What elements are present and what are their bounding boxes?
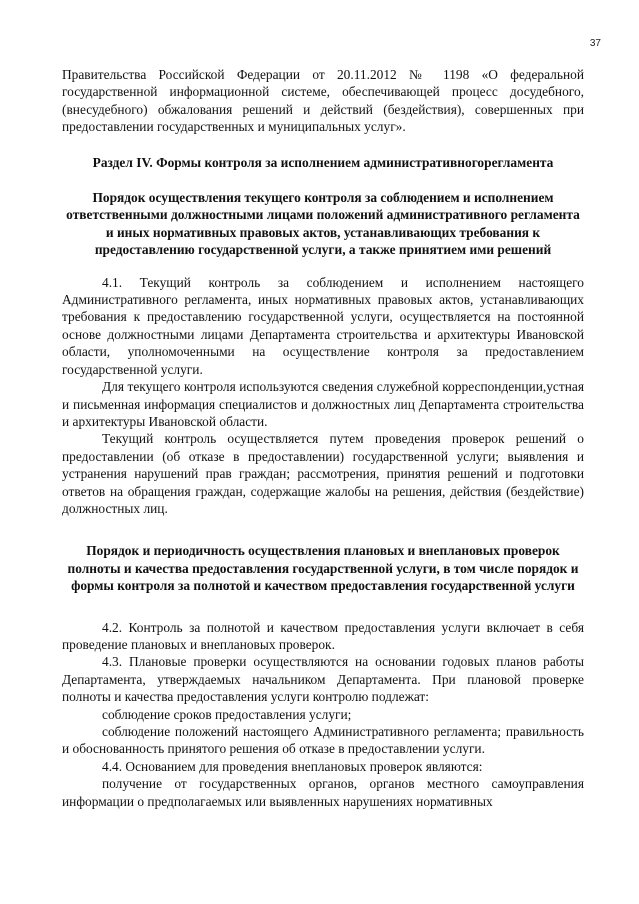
paragraph-provisions: соблюдение положений настоящего Административного регламента; правильность и обоснованность принятого решения об отказе в предоставлении услуги. — [62, 724, 584, 757]
document-body — [62, 66, 584, 810]
paragraph-4-4: 4.4. Основанием для проведения внеплановых проверок являются: — [102, 758, 483, 774]
paragraph-4-2: 4.2. Контроль за полнотой и качеством предоставления услуги включает в себя проведение плановых и внеплановых проверок. — [62, 619, 584, 652]
intro-paragraph: Правительства Российской Федерации от 20.11.2012 № 1198 «О федеральной государственной информационной системе, обеспечивающей процесс досудебного, (внесудебного) обжалования решений и действий (бездействия), совершенных при предоставлении государственных и муниципальных услуг». — [62, 67, 584, 135]
paragraph-4-1: 4.1. Текущий контроль за соблюдением и исполнением настоящего Административного регламента, иных нормативных правовых актов, устанавливающих требования к предоставлению государственной услуги, осуществляется на постоянной основе должностными лицами Департамента строительства и архитектуры Ивановской области, уполномоченными на осуществление контроля за предоставлением государственной услуги. — [62, 274, 584, 377]
section-heading: Раздел IV. Формы контроля за исполнением административногорегламента — [92, 154, 554, 170]
paragraph-control-checks: Текущий контроль осуществляется путем проведения проверок решений о предоставлении (об отказе в предоставлении) государственной услуги; выявления и устранения нарушений прав граждан; рассмотрения, принятия решений и подготовки ответов на обращения граждан, содержащие жалобы на решения, действия (бездействие) должностных лиц. — [62, 431, 584, 516]
paragraph-control-sources: Для текущего контроля используются сведения служебной корреспонденции,устная и письменная информация специалистов и должностных лиц Департамента строительства и архитектуры Ивановской области. — [62, 379, 584, 429]
subheading-inspections: Порядок и периодичность осуществления плановых и внеплановых проверок полноты и качества предоставления государственной услуги, в том числе порядок и формы контроля за полнотой и качеством предоставления государственной услуги — [67, 543, 579, 594]
paragraph-information-received: получение от государственных органов, органов местного самоуправления информации о предполагаемых или выявленных нарушениях нормативных — [62, 776, 584, 809]
subheading-current-control: Порядок осуществления текущего контроля за соблюдением и исполнением ответственными должностными лицами положений административного регламента и иных нормативных правовых актов, устанавливающих требования к предоставлению государственной услуги, а также принятием ими решений — [66, 190, 580, 258]
paragraph-4-3: 4.3. Плановые проверки осуществляются на основании годовых планов работы Департамента, утверждаемых начальником Департамента. При плановой проверке полноты и качества предоставления услуги контролю подлежат: — [62, 654, 584, 705]
page-number: 37 — [589, 38, 601, 49]
paragraph-terms: соблюдение сроков предоставления услуги; — [102, 706, 352, 722]
